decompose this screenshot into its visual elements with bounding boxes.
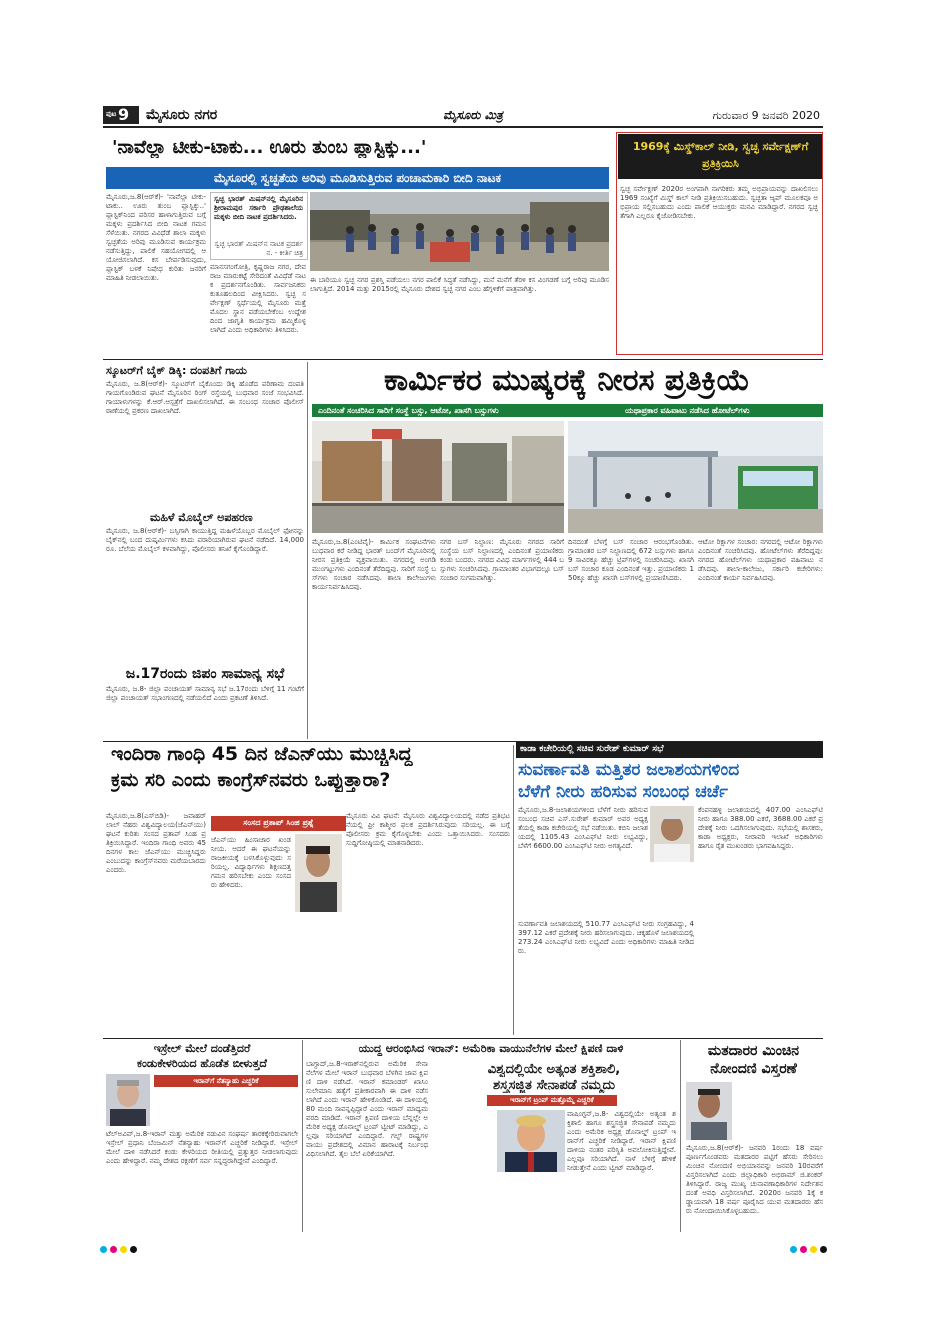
bus-stand-photo (568, 421, 823, 533)
suresh-kumar-photo (650, 806, 694, 862)
bottom-section-rule (103, 1038, 823, 1039)
pratap-simha-photo (295, 834, 342, 912)
top-story-headline: 'ನಾವೆಲ್ಲಾ ಟೀಕು-ಟಾಕು... ಊರು ತುಂಬ ಪ್ಲಾಸ್ಟಿಕ್ಕು...' (112, 137, 427, 158)
congress-body-3: ಮೈಸೂರು ವಿವಿ ಘಟನೆ: ಮೈಸೂರು ವಿಶ್ವವಿದ್ಯಾಲಯದಲ್ಲಿ ನಡೆದ ಪ್ರತಿಭಟನೆಯಲ್ಲಿ ಫ್ರೀ ಕಾಶ್ಮೀರ ಫಲಕ ಪ್ರದರ್ಶಿಸಿರುವುದು ಸರಿಯಲ್ಲ. ಈ ಬಗ್ಗೆ ಪೊಲೀಸರು ಕ್ರಮ ಕೈಗೊಳ್ಳಬೇಕು ಎಂದು ಒತ್ತಾಯಿಸಿದರು. ಸಂಸದರು ಸುದ್ದಿಗೋಷ್ಠಿಯಲ್ಲಿ ಮಾತನಾಡಿದರು. (346, 812, 510, 847)
boxed-item-headline: 1969ಕ್ಕೆ ಮಿಸ್ಡ್‌ಕಾಲ್ ನೀಡಿ, ಸ್ವಚ್ಛ ಸರ್ವೇಕ್ಷಣ್‌ಗೆ ಪ್ರತಿಕ್ರಿಯಿಸಿ (632, 140, 809, 170)
left-story3-headline: ಜ.17ರಂದು ಜಿಪಂ ಸಾಮಾನ್ಯ ಸಭೆ (125, 666, 285, 682)
page-label: ಪುಟ (106, 110, 117, 118)
congress-headline-2: ಕ್ರಮ ಸರಿ ಎಂದು ಕಾಂಗ್ರೆಸ್‌ನವರು ಒಪ್ಪುತ್ತಾರಾ? (111, 769, 391, 791)
strike-body-1: ಮೈಸೂರು,ಜ.8(ಎಂಟಿವೈ)- ಕಾರ್ಮಿಕ ಸಂಘಟನೆಗಳು ಬುಧವಾರ ಕರೆ ನೀಡಿದ್ದ ಭಾರತ್ ಬಂದ್‌ಗೆ ಮೈಸೂರಿನಲ್ಲಿ ನೀರಸ ಪ್ರತಿಕ್ರಿಯೆ ವ್ಯಕ್ತವಾಯಿತು. ನಗರದಲ್ಲಿ ಅಂಗಡಿ ಮುಂಗಟ್ಟುಗಳು ಎಂದಿನಂತೆ ತೆರೆದಿದ್ದವು. ಸಾರಿಗೆ ಸಂಸ್ಥೆ ಬಸ್‌ಗಳು ಸಂಚಾರ ನಡೆಸಿದವು. ಶಾಲಾ ಕಾಲೇಜುಗಳು ಕಾರ್ಯನಿರ್ವಹಿಸಿದವು. (312, 538, 436, 591)
top-section-rule (103, 359, 823, 360)
trump-divider (680, 1040, 681, 1232)
top-story-body-1: ಮೈಸೂರು,ಜ.8(ಆರ್‌ಕೆ)- 'ನಾವೆಲ್ಲಾ ಟೀಕು-ಟಾಕು.. ಊರು ತುಂಬ ಪ್ಲಾಸ್ಟಿಕ್ಕು..' ಪ್ಲಾಸ್ಟಿಕ್‌ನಿಂದ ಪರಿಸರ ಹಾಳಾಗುತ್ತಿರುವ ಬಗ್ಗೆ ಮಕ್ಕಳು ಪ್ರದರ್ಶಿಸಿದ ಬೀದಿ ನಾಟಕ ಗಮನ ಸೆಳೆಯಿತು. ನಗರದ ವಿವಿಧೆಡೆ ಶಾಲಾ ಮಕ್ಕಳು ಸ್ವಚ್ಛತೆಯ ಅರಿವು ಮೂಡಿಸುವ ಕಾರ್ಯಕ್ರಮ ನಡೆಸುತ್ತಿದ್ದು, ಪಾಲಿಕೆ ಸಹಯೋಗದಲ್ಲಿ ಆಯೋಜಿಸಲಾಗಿದೆ. ಕಸ ಬೇರ್ಪಡಿಸುವುದು, ಪ್ಲಾಸ್ಟಿಕ್ ಬಳಕೆ ನಿಷೇಧ ಕುರಿತು ಜನರಿಗೆ ಮಾಹಿತಿ ನೀಡಲಾಯಿತು. (106, 193, 206, 282)
strike-bullet-2: ಯಥಾಪ್ರಕಾರ ವಹಿವಾಟು ನಡೆಸಿದ ಹೋಟೆಲ್‌ಗಳು (625, 406, 750, 415)
left-story2-headline: ಮಹಿಳೆ ಮೊಬೈಲ್ ಅಪಹರಣ (150, 511, 253, 524)
israel-headline-2: ಕಂಡುಕೇಳರಿಯದ ಹೊಡೆತ ಬೀಳುತ್ತದೆ (137, 1057, 267, 1070)
boxed-item-body: ಸ್ವಚ್ಛ ಸರ್ವೇಕ್ಷಣ್ 2020ರ ಅಂಗವಾಗಿ ನಾಗರಿಕರು ತಮ್ಮ ಅಭಿಪ್ರಾಯವನ್ನು ದಾಖಲಿಸಲು 1969 ಸಂಖ್ಯೆಗೆ ಮಿಸ್ಡ್ ಕಾಲ್ ನೀಡಿ ಪ್ರತಿಕ್ರಿಯಿಸಬಹುದು. ಸ್ವಚ್ಛತಾ ಆ್ಯಪ್ ಮೂಲಕವೂ ಅಭಿಪ್ರಾಯ ಸಲ್ಲಿಸಬಹುದು ಎಂದು ಪಾಲಿಕೆ ಆಯುಕ್ತರು ಮನವಿ ಮಾಡಿದ್ದಾರೆ. ನಗರದ ಸ್ವಚ್ಛತೆಗಾಗಿ ಎಲ್ಲರೂ ಕೈಜೋಡಿಸಬೇಕು. (620, 185, 818, 220)
left-story3-body: ಮೈಸೂರು, ಜ.8- ಜಿಲ್ಲಾ ಪಂಚಾಯತ್ ಸಾಮಾನ್ಯ ಸಭೆ ಜ.17ರಂದು ಬೆಳಿಗ್ಗೆ 11 ಗಂಟೆಗೆ ಜಿಲ್ಲಾ ಪಂಚಾಯತ್ ಸಭಾಂಗಣದಲ್ಲಿ ನಡೆಯಲಿದೆ ಎಂದು ಪ್ರಕಟಣೆ ತಿಳಿಸಿದೆ. (106, 685, 304, 702)
left-story1-body: ಮೈಸೂರು, ಜ.8(ಆರ್‌ಕೆ)- ಸ್ಕೂಟರ್‌ಗೆ ಬೈಕೊಂದು ಡಿಕ್ಕಿ ಹೊಡೆದ ಪರಿಣಾಮ ದಂಪತಿ ಗಾಯಗೊಂಡಿರುವ ಘಟನೆ ಮೈಸೂರಿನ ರಿಂಗ್ ರಸ್ತೆಯಲ್ಲಿ ಬುಧವಾರ ಸಂಜೆ ಸಂಭವಿಸಿದೆ. ಗಾಯಾಳುಗಳನ್ನು ಕೆ.ಆರ್.ಆಸ್ಪತ್ರೆಗೆ ದಾಖಲಿಸಲಾಗಿದೆ. ಈ ಸಂಬಂಧ ಸಂಚಾರ ಪೊಲೀಸ್ ಠಾಣೆಯಲ್ಲಿ ಪ್ರಕರಣ ದಾಖಲಾಗಿದೆ. (106, 380, 304, 415)
israel-divider (302, 1040, 303, 1232)
leader-portrait (106, 1074, 150, 1126)
portrait-photo (295, 834, 342, 912)
left-story1-headline: ಸ್ಕೂಟರ್‌ಗೆ ಬೈಕ್ ಡಿಕ್ಕಿ: ದಂಪತಿಗೆ ಗಾಯ (106, 364, 247, 377)
strike-headline: ಕಾರ್ಮಿಕರ ಮುಷ್ಕರಕ್ಕೆ ನೀರಸ ಪ್ರತಿಕ್ರಿಯೆ (384, 363, 750, 398)
top-story-body-2: ಮಾನಸಗಂಗೋತ್ರಿ, ಕೃಷ್ಣರಾಜ ನಗರ, ದೇವರಾಜ ಮಾರುಕಟ್ಟೆ ಸೇರಿದಂತೆ ವಿವಿಧೆಡೆ ನಾಟಕ ಪ್ರದರ್ಶನಗೊಂಡಿತು. ಸಾರ್ವಜನಿಕರು ಕುತೂಹಲದಿಂದ ವೀಕ್ಷಿಸಿದರು. ಸ್ವಚ್ಛ ಸರ್ವೇಕ್ಷಣ್ ಸ್ಪರ್ಧೆಯಲ್ಲಿ ಮೈಸೂರು ಮತ್ತೆ ಮೊದಲ ಸ್ಥಾನ ಪಡೆಯಬೇಕೆಂಬ ಉದ್ದೇಶದಿಂದ ಜಾಗೃತಿ ಕಾರ್ಯಕ್ರಮ ಹಮ್ಮಿಕೊಳ್ಳಲಾಗಿದೆ ಎಂದು ಅಧಿಕಾರಿಗಳು ತಿಳಿಸಿದರು. (210, 263, 306, 334)
congress-body-2: ಜೆಎನ್‌ಯು ಹಿಂಸಾಚಾರ ಖಂಡನೀಯ. ಆದರೆ ಈ ಘಟನೆಯನ್ನು ರಾಜಕೀಯಕ್ಕೆ ಬಳಸಿಕೊಳ್ಳುವುದು ಸರಿಯಲ್ಲ. ವಿದ್ಯಾರ್ಥಿಗಳು ಶಿಕ್ಷಣದತ್ತ ಗಮನ ಹರಿಸಬೇಕು ಎಂದು ಸಂಸದರು ಹೇಳಿದರು. (211, 836, 291, 889)
trump-photo (497, 1110, 565, 1172)
congress-headline-1: ಇಂದಿರಾ ಗಾಂಧಿ 45 ದಿನ ಜೆಎನ್‌ಯು ಮುಚ್ಚಿಸಿದ್ದ (111, 743, 413, 765)
top-story-photo (310, 192, 609, 271)
deputy-commissioner-photo (686, 1082, 732, 1140)
netanyahu-photo (106, 1074, 150, 1126)
water-body-2: ಸುವರ್ಣಾವತಿ ಜಲಾಶಯದಲ್ಲಿ 510.77 ಎಂಸಿಎಫ್‌ಟಿ ನೀರು ಸಂಗ್ರಹವಿದ್ದು, 4397.12 ಎಕರೆ ಪ್ರದೇಶಕ್ಕೆ ನೀರು ಹರಿಸಲಾಗುವುದು. ಚಿಕ್ಕಹೊಳೆ ಜಲಾಶಯದಲ್ಲಿ 273.24 ಎಂಸಿಎಫ್‌ಟಿ ನೀರು ಲಭ್ಯವಿದೆ ಎಂದು ಅಧಿಕಾರಿಗಳು ಮಾಹಿತಿ ನೀಡಿದರು. (518, 920, 694, 955)
strike-body-2: ನಗರ ಬಸ್ ನಿಲ್ದಾಣ: ಮೈಸೂರು ನಗರದ ಸಾರಿಗೆ ಸಂಸ್ಥೆಯ ಬಸ್ ನಿಲ್ದಾಣದಲ್ಲಿ ಎಂದಿನಂತೆ ಪ್ರಯಾಣಿಕರು ಕಂಡು ಬಂದರು. ನಗರದ ವಿವಿಧ ಮಾರ್ಗಗಳಲ್ಲಿ 444 ಬಸ್ಸುಗಳು ಸಂಚರಿಸಿದವು. ಗ್ರಾಮಾಂತರ ವಿಭಾಗದಲ್ಲೂ ಬಸ್ ಸಂಚಾರ ಸುಗಮವಾಗಿತ್ತು. (440, 538, 564, 582)
trump-body: ವಾಷಿಂಗ್ಟನ್,ಜ.8- ವಿಶ್ವದಲ್ಲಿಯೇ ಅತ್ಯಂತ ಶಕ್ತಿಶಾಲಿ ಹಾಗೂ ಶಸ್ತ್ರಸಜ್ಜಿತ ಸೇನಾಪಡೆ ನಮ್ಮದು ಎಂದು ಅಮೆರಿಕ ಅಧ್ಯಕ್ಷ ಡೊನಾಲ್ಡ್ ಟ್ರಂಪ್ ಇರಾನ್‌ಗೆ ಎಚ್ಚರಿಕೆ ನೀಡಿದ್ದಾರೆ. ಇರಾನ್ ಕ್ಷಿಪಣಿ ದಾಳಿಯ ನಂತರ ಪರಿಸ್ಥಿತಿ ಅವಲೋಕಿಸುತ್ತಿದ್ದೇವೆ. ಎಲ್ಲವೂ ಸರಿಯಾಗಿದೆ. ನಾಳೆ ಬೆಳಿಗ್ಗೆ ಹೇಳಿಕೆ ನೀಡುತ್ತೇನೆ ಎಂದು ಟ್ವೀಟ್ ಮಾಡಿದ್ದಾರೆ. (567, 1110, 676, 1172)
congress-body-1: ಮೈಸೂರು,ಜ.8(ಎಸ್‌ಬಿಡಿ)- ಜವಾಹರ್ ಲಾಲ್ ನೆಹರು ವಿಶ್ವವಿದ್ಯಾಲಯ(ಜೆಎನ್‌ಯು) ಘಟನೆ ಕುರಿತು ಸಂಸದ ಪ್ರತಾಪ್ ಸಿಂಹ ಪ್ರತಿಕ್ರಿಯಿಸಿದ್ದಾರೆ. ಇಂದಿರಾ ಗಾಂಧಿ ಅವರು 45 ದಿನಗಳ ಕಾಲ ಜೆಎನ್‌ಯು ಮುಚ್ಚಿಸಿದ್ದರು ಎಂಬುದನ್ನು ಕಾಂಗ್ರೆಸ್‌ನವರು ಮರೆಯಬಾರದು ಎಂದರು. (106, 812, 206, 874)
israel-headline-1: ಇಸ್ರೇಲ್ ಮೇಲೆ ದಂಡೆತ್ತಿದರೆ (153, 1042, 251, 1055)
strike-photo-right (568, 421, 823, 533)
water-headline-2: ಬೆಳೆಗೆ ನೀರು ಹರಿಸುವ ಸಂಬಂಧ ಚರ್ಚೆ (518, 782, 728, 802)
section-title: ಮೈಸೂರು ನಗರ (146, 107, 218, 123)
trump-tag: ಇರಾನ್‌ಗೆ ಟ್ರಂಪ್ ಮತ್ತೊಮ್ಮೆ ಎಚ್ಚರಿಕೆ (510, 1096, 594, 1104)
top-story-caption-b: ಸ್ವಚ್ಛ ಭಾರತ್ ಮಿಷನ್‌ನ ನಾಟಕ ಪ್ರದರ್ಶನ. - ಕೀರ್ತಿ ಚಿತ್ರ (214, 240, 303, 257)
congress-tag: ಸಂಸದ ಪ್ರತಾಪ್ ಸಿಂಹ ಪ್ರಶ್ನೆ (243, 818, 314, 827)
trump-headline-2: ಶಸ್ತ್ರಸಜ್ಜಿತ ಸೇನಾಪಡೆ ನಮ್ಮದು (493, 1078, 615, 1093)
top-story-body-3: ಈ ಬಾರಿಯೂ ಸ್ವಚ್ಛ ನಗರ ಪ್ರಶಸ್ತಿ ಪಡೆಯಲು ನಗರ ಪಾಲಿಕೆ ಸಿದ್ಧತೆ ನಡೆಸಿದ್ದು, ಮನೆ ಮನೆಗೆ ತೆರಳಿ ಕಸ ವಿಂಗಡಣೆ ಬಗ್ಗೆ ಅರಿವು ಮೂಡಿಸಲಾಗುತ್ತಿದೆ. 2014 ಮತ್ತು 2015ರಲ್ಲಿ ಮೈಸೂರು ದೇಶದ ಸ್ವಚ್ಛ ನಗರ ಎಂಬ ಹೆಗ್ಗಳಿಕೆಗೆ ಪಾತ್ರವಾಗಿತ್ತು. (310, 276, 609, 293)
water-body-1: ಮೈಸೂರು,ಜ.8-ಜಲಾಶಯಗಳಿಂದ ಬೆಳೆಗೆ ನೀರು ಹರಿಸುವ ಸಂಬಂಧ ಸಚಿವ ಎಸ್.ಸುರೇಶ್ ಕುಮಾರ್ ಅವರ ಅಧ್ಯಕ್ಷತೆಯಲ್ಲಿ ಕಾಡಾ ಕಚೇರಿಯಲ್ಲಿ ಸಭೆ ನಡೆಯಿತು. ಕಬಿನಿ ಜಲಾಶಯದಲ್ಲಿ 1105.43 ಎಂಸಿಎಫ್‌ಟಿ ನೀರು ಲಭ್ಯವಿದ್ದು, ಬೆಳೆಗೆ 6600.00 ಎಂಸಿಎಫ್‌ಟಿ ನೀರು ಅಗತ್ಯವಿದೆ. (518, 806, 648, 850)
header-rule (103, 126, 823, 128)
congress-divider (513, 745, 514, 1035)
closed-shops-photo (312, 421, 564, 533)
minister-portrait (650, 806, 694, 862)
strike-body-3: ದಿನದಂತೆ ಬೆಳಗ್ಗೆ ಬಸ್ ಸಂಚಾರ ಆರಂಭಗೊಂಡಿತು. ಗ್ರಾಮಾಂತರ ಬಸ್ ನಿಲ್ದಾಣದಲ್ಲಿ 672 ಬಸ್ಸುಗಳು ಹಾಗೂ 9 ಸಾವಿರಕ್ಕೂ ಹೆಚ್ಚು ಟ್ರಿಪ್‌ಗಳಲ್ಲಿ ಸಂಚರಿಸಿದವು. ಖಾಸಗಿ ಬಸ್ ಸಂಚಾರ ಕೂಡ ಎಂದಿನಂತೆ ಇತ್ತು. ಪ್ರಯಾಣಿಕರು 150ಕ್ಕೂ ಹೆಚ್ಚು ಖಾಸಗಿ ಬಸ್‌ಗಳಲ್ಲಿ ಪ್ರಯಾಣಿಸಿದರು. (568, 538, 694, 582)
street-play-photo (310, 192, 609, 271)
strike-photo-left (312, 421, 564, 533)
water-headline-1: ಸುವರ್ಣಾವತಿ ಮತ್ತಿತರ ಜಲಾಶಯಗಳಿಂದ (518, 760, 740, 780)
president-portrait (497, 1110, 565, 1172)
page-number: 9 (118, 105, 130, 124)
page-date: ಗುರುವಾರ 9 ಜನವರಿ 2020 (712, 109, 820, 122)
voter-body: ಮೈಸೂರು,ಜ.8(ಆರ್‌ಕೆ)- ಜನವರಿ 1ರಂದು 18 ವರ್ಷ ಪೂರ್ಣಗೊಂಡವರು ಮತದಾರರ ಪಟ್ಟಿಗೆ ಹೆಸರು ಸೇರಿಸಲು ಮಿಂಚಿನ ನೋಂದಣಿ ಅಭಿಯಾನವನ್ನು ಜನವರಿ 10ರವರೆಗೆ ವಿಸ್ತರಿಸಲಾಗಿದೆ ಎಂದು ಜಿಲ್ಲಾಧಿಕಾರಿ ಅಭಿರಾಮ್ ಜಿ.ಶಂಕರ್ ತಿಳಿಸಿದ್ದಾರೆ. ರಾಜ್ಯ ಮುಖ್ಯ ಚುನಾವಣಾಧಿಕಾರಿಗಳ ನಿರ್ದೇಶನದಂತೆ ಅವಧಿ ವಿಸ್ತರಿಸಲಾಗಿದೆ. 2020ರ ಜನವರಿ 1ಕ್ಕೆ ಕಡ್ಡಾಯವಾಗಿ 18 ವರ್ಷ ಪೂರೈಸಿದ ಯುವ ಮತದಾರರು ಹೆಸರು ನೋಂದಾಯಿಸಿಕೊಳ್ಳಬಹುದು. (686, 1144, 823, 1215)
water-kicker: ಕಾಡಾ ಕಚೇರಿಯಲ್ಲಿ ಸಚಿವ ಸುರೇಶ್ ಕುಮಾರ್ ಸಭೆ (520, 744, 664, 754)
registration-marks-left (100, 1238, 140, 1257)
registration-marks-right (790, 1238, 830, 1257)
left-story2-body: ಮೈಸೂರು, ಜ.8(ಆರ್‌ಕೆ)- ಬಸ್ಸಿಗಾಗಿ ಕಾಯುತ್ತಿದ್ದ ಮಹಿಳೆಯೊಬ್ಬರ ಮೊಬೈಲ್ ಫೋನನ್ನು ಬೈಕ್‌ನಲ್ಲಿ ಬಂದ ದುಷ್ಕರ್ಮಿಗಳು ಕಸಿದು ಪರಾರಿಯಾಗಿರುವ ಘಟನೆ ನಡೆದಿದೆ. 14,000 ರೂ. ಬೆಲೆಯ ಮೊಬೈಲ್ ಕಳವಾಗಿದ್ದು, ಪೊಲೀಸರು ತನಿಖೆ ಕೈಗೊಂಡಿದ್ದಾರೆ. (106, 527, 304, 553)
voter-headline-2: ನೋಂದಣಿ ವಿಸ್ತರಣೆ (710, 1061, 797, 1077)
israel-body: ಟೆಲ್‌ಅವಿವ್,ಜ.8-ಇರಾನ್ ಮತ್ತು ಅಮೆರಿಕ ನಡುವಿನ ಸಂಘರ್ಷ ತಾರಕಕ್ಕೇರಿರುವಾಗಲೇ ಇಸ್ರೇಲ್ ಪ್ರಧಾನಿ ಬೆಂಜಮಿನ್ ನೆತನ್ಯಾಹು ಇರಾನ್‌ಗೆ ಎಚ್ಚರಿಕೆ ನೀಡಿದ್ದಾರೆ. ಇಸ್ರೇಲ್ ಮೇಲೆ ದಾಳಿ ನಡೆಸಿದರೆ ಕಂಡು ಕೇಳರಿಯದ ರೀತಿಯಲ್ಲಿ ಪ್ರತ್ಯುತ್ತರ ನೀಡಲಾಗುವುದು ಎಂದು ಹೇಳಿದ್ದಾರೆ. ನಮ್ಮ ದೇಶದ ರಕ್ಷಣೆಗೆ ಸರ್ವ ಸನ್ನದ್ಧರಾಗಿದ್ದೇವೆ ಎಂದಿದ್ದಾರೆ. (106, 1130, 298, 1165)
masthead: ಮೈಸೂರು ಮಿತ್ರ (443, 108, 503, 122)
top-story-subhead: ಮೈಸೂರಲ್ಲಿ ಸ್ವಚ್ಛತೆಯ ಅರಿವು ಮೂಡಿಸುತ್ತಿರುವ ಪಂಚಾಮಕಾರಿ ಬೀದಿ ನಾಟಕ (214, 171, 501, 185)
left-column-divider (307, 362, 308, 739)
official-portrait (686, 1082, 732, 1140)
strike-bullet-1: ಎಂದಿನಂತೆ ಸಂಚರಿಸಿದ ಸಾರಿಗೆ ಸಂಸ್ಥೆ ಬಸ್ಸು, ಆಟೋ, ಖಾಸಗಿ ಬಸ್ಸುಗಳು (318, 406, 499, 415)
strike-body-4: ಆಟೋ ರಿಕ್ಷಾಗಳ ಸಂಚಾರ: ನಗರದಲ್ಲಿ ಆಟೋ ರಿಕ್ಷಾಗಳು ಎಂದಿನಂತೆ ಸಂಚರಿಸಿದವು. ಹೋಟೆಲ್‌ಗಳು ತೆರೆದಿದ್ದವು: ನಗರದ ಹೋಟೆಲ್‌ಗಳು ಯಥಾಪ್ರಕಾರ ವಹಿವಾಟು ನಡೆಸಿದವು. ಶಾಲಾ-ಕಾಲೇಜು, ಸರ್ಕಾರಿ ಕಚೇರಿಗಳು: ಎಂದಿನಂತೆ ಕಾರ್ಯ ನಿರ್ವಹಿಸಿದವು. (698, 538, 823, 582)
voter-headline-1: ಮತದಾರರ ಮಿಂಚಿನ (707, 1043, 800, 1059)
trump-headline-1: ವಿಶ್ವದಲ್ಲಿಯೇ ಅತ್ಯಂತ ಶಕ್ತಿಶಾಲಿ, (487, 1062, 621, 1077)
israel-tag: ಇರಾನ್‌ಗೆ ನೆತನ್ಯಾಹು ಎಚ್ಚರಿಕೆ (193, 1077, 259, 1085)
top-story-caption-a: ಸ್ವಚ್ಛ ಭಾರತ್ ಮಿಷನ್‌ನಲ್ಲಿ ಮೈಸೂರಿನ ಶ್ರೀರಾಮಪುರ ಸರ್ಕಾರಿ ಪ್ರೌಢಶಾಲೆಯ ಮಕ್ಕಳು ಬೀದಿ ನಾಟಕ ಪ್ರದರ್ಶಿಸಿದರು. (214, 195, 303, 221)
iran-body-1: ಬಾಗ್ದಾದ್,ಜ.8-ಇರಾಕ್‌ನಲ್ಲಿರುವ ಅಮೆರಿಕ ಸೇನಾ ನೆಲೆಗಳ ಮೇಲೆ ಇರಾನ್ ಬುಧವಾರ ಬೆಳಗಿನ ಜಾವ ಕ್ಷಿಪಣಿ ದಾಳಿ ನಡೆಸಿದೆ. ಇರಾನ್ ಕಮಾಂಡರ್ ಖಾಸಿಂ ಸುಲೇಮಾನಿ ಹತ್ಯೆಗೆ ಪ್ರತೀಕಾರವಾಗಿ ಈ ದಾಳಿ ನಡೆಸಲಾಗಿದೆ ಎಂದು ಇರಾನ್ ಹೇಳಿಕೊಂಡಿದೆ. ಈ ದಾಳಿಯಲ್ಲಿ 80 ಮಂದಿ ಸಾವನ್ನಪ್ಪಿದ್ದಾರೆ ಎಂದು ಇರಾನ್ ಮಾಧ್ಯಮ ವರದಿ ಮಾಡಿದೆ. ಇರಾನ್ ಕ್ಷಿಪಣಿ ದಾಳಿಯ ಬೆನ್ನಲ್ಲೇ ಅಮೆರಿಕ ಅಧ್ಯಕ್ಷ ಡೊನಾಲ್ಡ್ ಟ್ರಂಪ್ ಟ್ವೀಟ್ ಮಾಡಿದ್ದು, ಎಲ್ಲವೂ ಸರಿಯಾಗಿದೆ ಎಂದಿದ್ದಾರೆ. ಗಲ್ಫ್ ರಾಷ್ಟ್ರಗಳ ವಾಯು ಪ್ರದೇಶದಲ್ಲಿ ವಿಮಾನ ಹಾರಾಟಕ್ಕೆ ನಿರ್ಬಂಧ ವಿಧಿಸಲಾಗಿದೆ. ತೈಲ ಬೆಲೆ ಏರಿಕೆಯಾಗಿದೆ. (306, 1060, 428, 1158)
water-body-3: ಕೆಂಪನಹಳ್ಳಿ ಜಲಾಶಯದಲ್ಲಿ 407.00 ಎಂಸಿಎಫ್‌ಟಿ ನೀರು ಹಾಗೂ 388.00 ಎಕರೆ, 3688.00 ಎಕರೆ ಪ್ರದೇಶಕ್ಕೆ ನೀರು ಒದಗಿಸಲಾಗುವುದು. ಸಭೆಯಲ್ಲಿ ಶಾಸಕರು, ಕಾಡಾ ಅಧ್ಯಕ್ಷರು, ನೀರಾವರಿ ಇಲಾಖೆ ಅಧಿಕಾರಿಗಳು ಹಾಗೂ ರೈತ ಮುಖಂಡರು ಭಾಗವಹಿಸಿದ್ದರು. (698, 806, 823, 850)
iran-headline: ಯುದ್ಧ ಆರಂಭಿಸಿದ ಇರಾನ್: ಅಮೆರಿಕಾ ವಾಯುನೆಲೆಗಳ ಮೇಲೆ ಕ್ಷಿಪಣಿ ದಾಳಿ (358, 1042, 624, 1055)
